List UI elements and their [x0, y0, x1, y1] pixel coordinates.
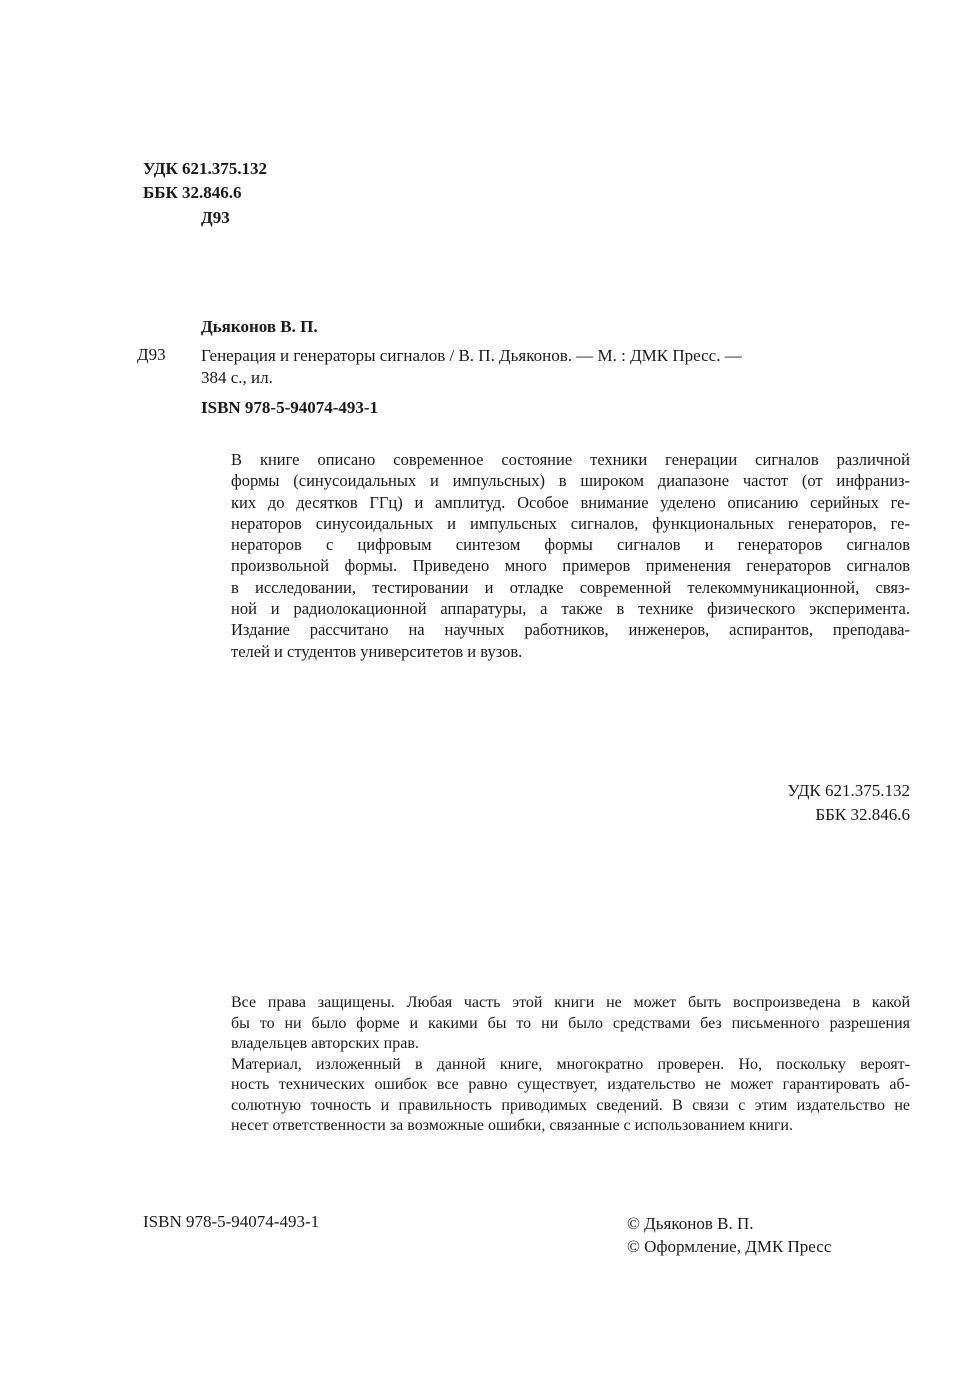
catalog-title-line: 384 с., ил.: [201, 368, 273, 387]
catalog-code: Д93: [137, 345, 166, 364]
classification-udk: УДК 621.375.132: [787, 781, 910, 800]
footer-copyright: [627, 1212, 831, 1258]
annotation-paragraph: [201, 449, 910, 619]
text-line: ность технических ошибок все равно существует, издательство не может гарантировать аб-: [231, 1076, 910, 1093]
catalog-author: Дьяконов В. П.: [201, 317, 318, 336]
catalog-title: [201, 345, 742, 389]
classification-bbk: ББК 32.846.6: [815, 805, 910, 824]
annotation: [201, 449, 910, 662]
text-line: Материал, изложенный в данной книге, многократно проверен. Но, поскольку вероят-: [231, 1055, 910, 1073]
text-line: ких до десятков ГГц) и амплитуд. Особое внимание уделено описанию серийных ге-: [231, 492, 910, 512]
text-line: несет ответственности за возможные ошибки, связанные с использованием книги.: [231, 1117, 793, 1134]
catalog-isbn: ISBN 978-5-94074-493-1: [201, 398, 379, 417]
footer-isbn: ISBN 978-5-94074-493-1: [143, 1212, 320, 1231]
text-line: телей и студентов университетов и вузов.: [231, 641, 523, 661]
text-line: солютную точность и правильность приводимых сведений. В связи с этим издательство не: [231, 1096, 910, 1114]
copyright-author: © Дьяконов В. П.: [627, 1214, 754, 1233]
text-line: нераторов синусоидальных и импульсных сигналов, функциональных генераторов, ге-: [231, 513, 910, 533]
text-line: в исследовании, тестировании и отладке современной телекоммуникационной, связ-: [231, 577, 910, 597]
rights-notice: [201, 993, 910, 1137]
text-line: В книге описано современное состояние техники генерации сигналов различной: [231, 450, 910, 469]
header-author-mark: Д93: [201, 208, 230, 227]
header-bbk: ББК 32.846.6: [143, 183, 242, 202]
annotation-paragraph: [201, 619, 910, 662]
text-line: формы (синусоидальных и импульсных) в широком диапазоне частот (от инфраниз-: [231, 471, 910, 491]
rights-paragraph: [201, 1055, 910, 1137]
text-line: нераторов с цифровым синтезом формы сигналов и генераторов сигналов: [231, 535, 910, 555]
header-udk: УДК 621.375.132: [143, 159, 268, 178]
text-line: ной и радиолокационной аппаратуры, а также в технике физического эксперимента.: [231, 599, 910, 619]
classification-block: [787, 779, 910, 827]
text-line: владельцев авторских прав.: [231, 1035, 419, 1052]
text-line: произвольной формы. Приведено много примеров применения генераторов сигналов: [231, 556, 910, 576]
text-line: бы то ни было форме и какими бы то ни было средствами без письменного разрешения: [231, 1014, 910, 1032]
header-classification: [143, 157, 267, 205]
text-line: Издание рассчитано на научных работников, инженеров, аспирантов, преподава-: [231, 620, 910, 640]
text-line: Все права защищены. Любая часть этой книги не может быть воспроизведена в какой: [231, 994, 910, 1011]
rights-paragraph: [201, 993, 910, 1055]
copyright-design: © Оформление, ДМК Пресс: [627, 1237, 832, 1256]
catalog-title-line: Генерация и генераторы сигналов / В. П. Дьяконов. — М. : ДМК Пресс. —: [201, 346, 742, 365]
